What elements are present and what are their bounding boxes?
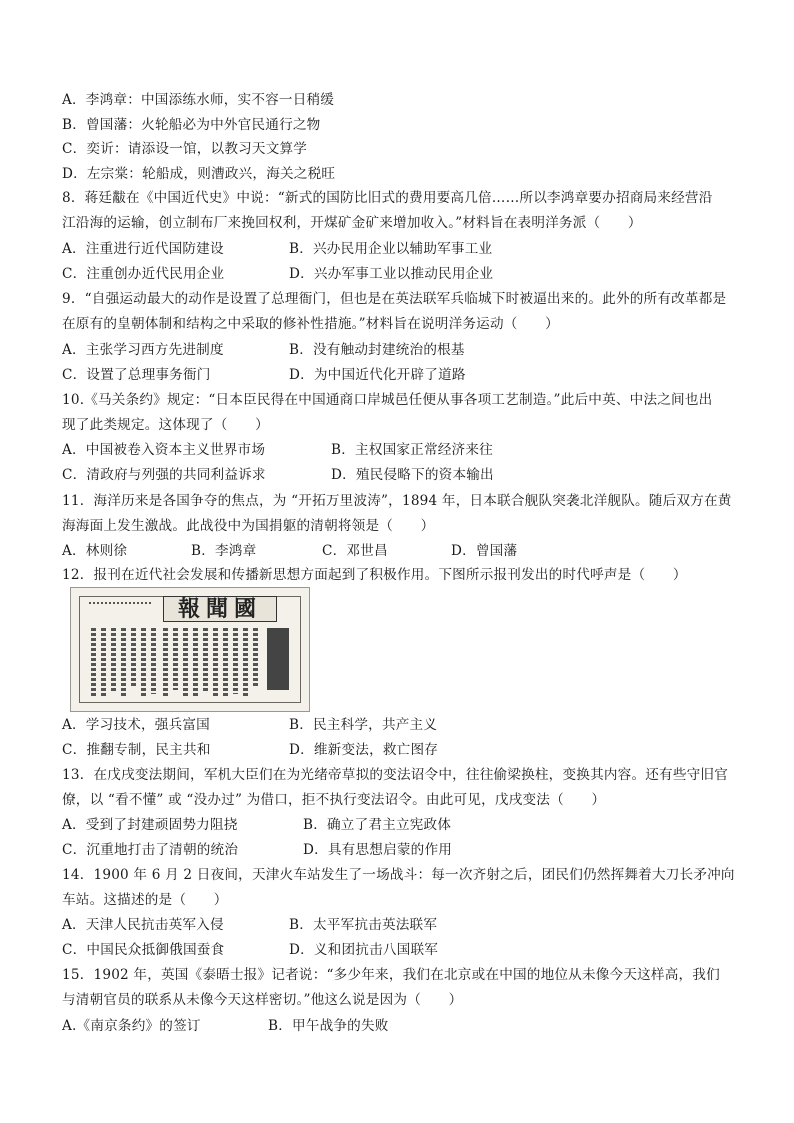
q11-option-c: C．邓世昌 [322, 543, 388, 559]
q12-option-b: B．民主科学，共产主义 [289, 717, 438, 733]
q14-option-a: A．天津人民抗击英军入侵 [62, 917, 224, 933]
newspaper-header-dots [89, 602, 151, 608]
q12-option-a: A．学习技术，强兵富国 [62, 717, 210, 733]
newspaper-text-column [203, 628, 208, 692]
q9-stem-line2: 在原有的皇朝体制和结构之中采取的修补性措施。”材料旨在说明洋务运动（ ） [62, 316, 559, 332]
newspaper-text-column [101, 628, 106, 696]
newspaper-text-column [243, 628, 248, 696]
q10-option-d: D．殖民侵略下的资本输出 [331, 467, 494, 483]
q10-stem-line1: 10.《马关条约》规定：“日本臣民得在中国通商口岸城邑任便从事各项工艺制造。”此后中英、中法之间也出 [62, 392, 713, 408]
q10-stem-line2: 现了此类规定。这体现了（ ） [62, 417, 269, 433]
q13-option-b: B．确立了君主立宪政体 [303, 817, 452, 833]
q15-stem-line1: 15．1902 年，英国《泰晤士报》记者说：“多少年来，我们在北京或在中国的地位从未像今天这样高，我们 [62, 967, 720, 983]
newspaper-text-column [223, 628, 228, 696]
q15-stem-line2: 与清朝官员的联系从未像今天这样密切。”他这么说是因为（ ） [62, 992, 463, 1008]
newspaper-text-column [233, 628, 238, 694]
q12-stem-line1: 12．报刊在近代社会发展和传播新思想方面起到了积极作用。下图所示报刊发出的时代呼声是（ ） [62, 567, 687, 583]
newspaper-text-column [253, 628, 258, 688]
newspaper-text-column [163, 628, 168, 696]
q14-stem-line2: 车站。这描述的是（ ） [62, 892, 228, 908]
q7-option-a: A．李鸿章：中国添练水师，实不容一日稍缓 [62, 92, 335, 108]
q7-option-d: D．左宗棠：轮船成，则漕政兴，海关之税旺 [62, 166, 336, 182]
q8-stem-line2: 江沿海的运输，创立制布厂来挽回权利，开煤矿金矿来增加收入。”材料旨在表明洋务派（ ） [62, 215, 642, 231]
q11-option-b: B．李鸿章 [191, 543, 257, 559]
q9-stem-line1: 9．“自强运动最大的动作是设置了总理衙门，但也是在英法联军兵临城下时被逼出来的。此外的所有改革都是 [62, 291, 727, 307]
newspaper-text-column [111, 628, 116, 692]
q9-option-a: A．主张学习西方先进制度 [62, 342, 224, 358]
q11-option-d: D．曾国藩 [451, 543, 518, 559]
q13-option-a: A．受到了封建顽固势力阻挠 [62, 817, 238, 833]
q15-option-b: B．甲午战争的失败 [268, 1018, 389, 1034]
newspaper-text-column [173, 628, 178, 690]
q10-option-c: C．清政府与列强的共同利益诉求 [62, 467, 266, 483]
q14-option-d: D．义和团抗击八国联军 [289, 942, 439, 958]
q12-option-c: C．推翻专制，民主共和 [62, 742, 211, 758]
newspaper-text-column [193, 628, 198, 696]
q8-stem-line1: 8．蒋廷黻在《中国近代史》中说：“新式的国防比旧式的费用要高几倍……所以李鸿章要办招商局来经营沿 [62, 190, 713, 206]
newspaper-text-column [213, 628, 218, 696]
newspaper-text-column [121, 628, 126, 696]
q8-option-a: A．注重进行近代国防建设 [62, 241, 224, 257]
q8-option-c: C．注重创办近代民用企业 [62, 266, 225, 282]
q11-stem-line2: 海海面上发生激战。此战役中为国捐躯的清朝将领是（ ） [62, 518, 435, 534]
q9-option-b: B．没有触动封建统治的根基 [289, 342, 465, 358]
q14-stem-line1: 14．1900 年 6 月 2 日夜间，天津火车站发生了一场战斗：每一次齐射之后，团民们仍然挥舞着大刀长矛冲向 [62, 867, 735, 883]
q14-option-b: B．太平军抗击英法联军 [289, 917, 438, 933]
newspaper-text-column [151, 628, 156, 694]
newspaper-text-column [131, 628, 136, 688]
q7-option-b: B．曾国藩：火轮船必为中外官民通行之物 [62, 117, 321, 133]
q10-option-a: A．中国被卷入资本主义世界市场 [62, 442, 266, 458]
q9-option-c: C．设置了总理事务衙门 [62, 367, 211, 383]
newspaper-dark-block [267, 628, 289, 690]
q11-stem-line1: 11．海洋历来是各国争夺的焦点，为 “开拓万里波涛”，1894 年，日本联合舰队突袭北洋舰队。随后双方在黄 [62, 493, 732, 509]
newspaper-image [70, 587, 310, 712]
q7-option-c: C．奕䜣：请添设一馆，以教习天文算学 [62, 141, 308, 157]
q12-option-d: D．维新变法，救亡图存 [289, 742, 439, 758]
q14-option-c: C．中国民众抵御俄国蚕食 [62, 942, 225, 958]
q13-stem-line1: 13．在戊戌变法期间，军机大臣们在为光绪帝草拟的变法诏令中，往往偷梁换柱，变换其内容。还有些守旧官 [62, 767, 728, 783]
q10-option-b: B．主权国家正常经济来往 [331, 442, 493, 458]
q13-option-d: D．具有思想启蒙的作用 [303, 842, 453, 858]
q8-option-d: D．兴办军事工业以推动民用企业 [289, 266, 494, 282]
newspaper-masthead: 報聞國 [163, 596, 277, 622]
q13-option-c: C．沉重地打击了清朝的统治 [62, 842, 239, 858]
q8-option-b: B．兴办民用企业以辅助军事工业 [289, 241, 493, 257]
q15-option-a: A.《南京条约》的签订 [62, 1018, 201, 1034]
newspaper-text-column [91, 628, 96, 696]
q9-option-d: D．为中国近代化开辟了道路 [289, 367, 466, 383]
q13-stem-line2: 僚，以 “看不懂” 或 “没办过” 为借口，拒不执行变法诏令。由此可见，戊戌变法（ ） [62, 792, 606, 808]
newspaper-text-column [183, 628, 188, 696]
q11-option-a: A．林则徐 [62, 543, 128, 559]
newspaper-text-column [141, 628, 146, 696]
